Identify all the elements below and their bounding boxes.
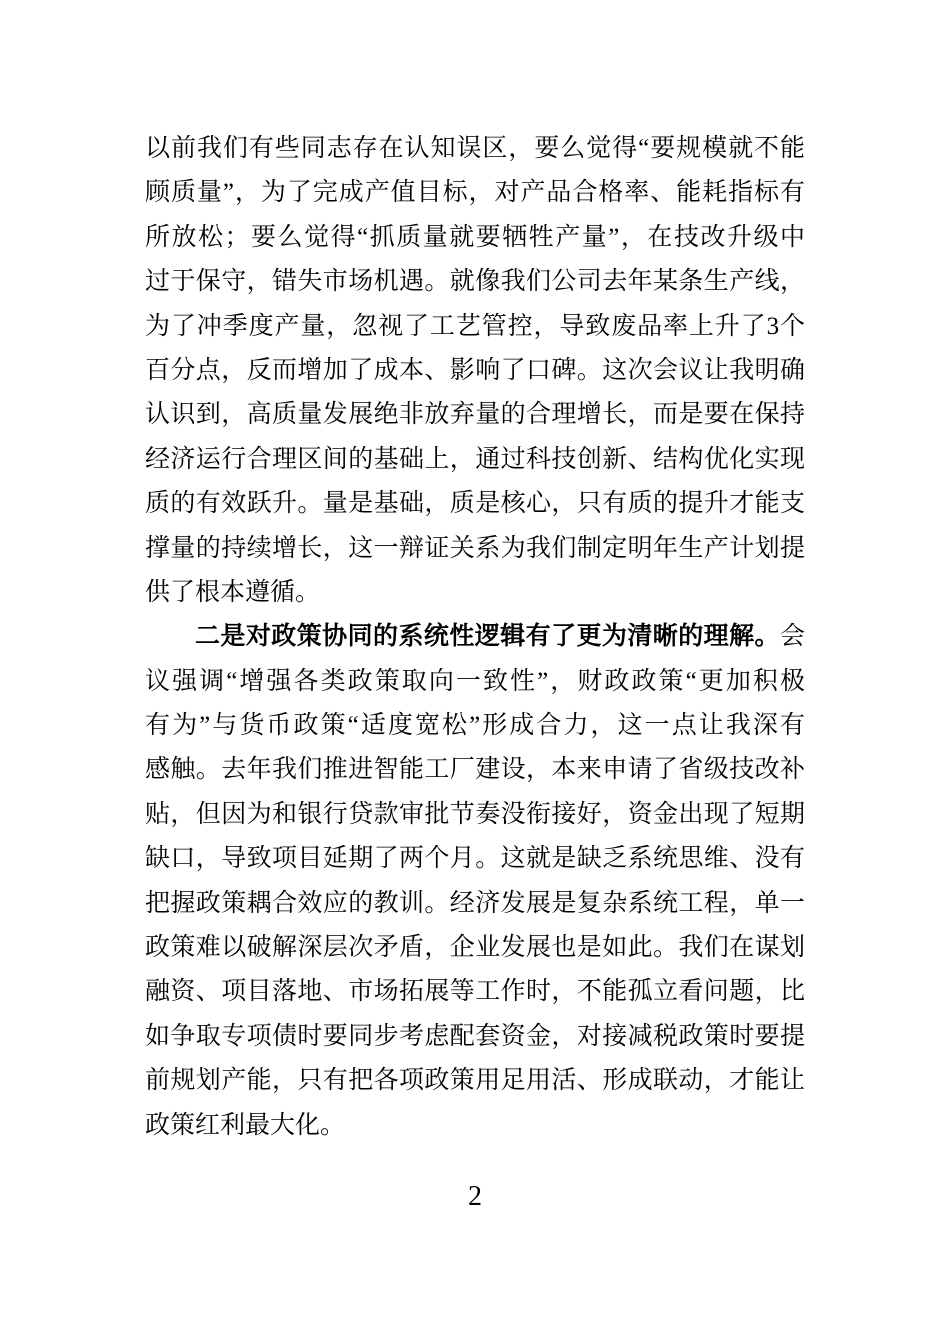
text-line: 政策红利最大化。 bbox=[145, 1111, 346, 1139]
text-line: 贴，但因为和银行贷款审批节奏没衔接好，资金出现了短期 bbox=[145, 800, 805, 828]
text-line: 顾质量”，为了完成产值目标，对产品合格率、能耗指标有 bbox=[145, 179, 805, 207]
paragraph-2-heading-tail: 会 bbox=[779, 623, 805, 651]
text-line bbox=[145, 615, 805, 659]
text-line: 质的有效跃升。量是基础，质是核心，只有质的提升才能支 bbox=[145, 490, 805, 518]
text-line: 经济运行合理区间的基础上，通过科技创新、结构优化实现 bbox=[145, 445, 805, 473]
text-line: 过于保守，错失市场机遇。就像我们公司去年某条生产线， bbox=[145, 268, 805, 296]
paragraph-2 bbox=[145, 615, 805, 1148]
text-line: 认识到，高质量发展绝非放弃量的合理增长，而是要在保持 bbox=[145, 401, 805, 429]
text-line: 以前我们有些同志存在认知误区，要么觉得“要规模就不能 bbox=[145, 135, 805, 162]
text-line: 为了冲季度产量，忽视了工艺管控，导致废品率上升了3个 bbox=[145, 312, 805, 340]
page-number: 2 bbox=[468, 1181, 482, 1212]
text-line: 有为”与货币政策“适度宽松”形成合力，这一点让我深有 bbox=[145, 712, 805, 740]
text-line: 撑量的持续增长，这一辩证关系为我们制定明年生产计划提 bbox=[145, 534, 805, 562]
paragraph-1 bbox=[145, 127, 805, 615]
paragraph-2-heading: 二是对政策协同的系统性逻辑有了更为清晰的理解。 bbox=[195, 623, 780, 651]
text-line: 议强调“增强各类政策取向一致性”，财政政策“更加积极 bbox=[145, 667, 805, 695]
text-line: 百分点，反而增加了成本、影响了口碑。这次会议让我明确 bbox=[145, 356, 805, 384]
body-text bbox=[145, 127, 805, 1148]
text-line: 缺口，导致项目延期了两个月。这就是缺乏系统思维、没有 bbox=[145, 845, 805, 873]
text-line: 政策难以破解深层次矛盾，企业发展也是如此。我们在谋划 bbox=[145, 934, 805, 962]
text-line: 前规划产能，只有把各项政策用足用活、形成联动，才能让 bbox=[145, 1067, 805, 1095]
text-line: 感触。去年我们推进智能工厂建设，本来申请了省级技改补 bbox=[145, 756, 805, 784]
text-line: 所放松；要么觉得“抓质量就要牺牲产量”，在技改升级中 bbox=[145, 223, 805, 251]
text-line: 把握政策耦合效应的教训。经济发展是复杂系统工程，单一 bbox=[145, 889, 805, 917]
text-line: 如争取专项债时要同步考虑配套资金，对接减税政策时要提 bbox=[145, 1022, 805, 1050]
text-line: 融资、项目落地、市场拓展等工作时，不能孤立看问题，比 bbox=[145, 978, 805, 1006]
text-line: 供了根本遵循。 bbox=[145, 578, 321, 606]
